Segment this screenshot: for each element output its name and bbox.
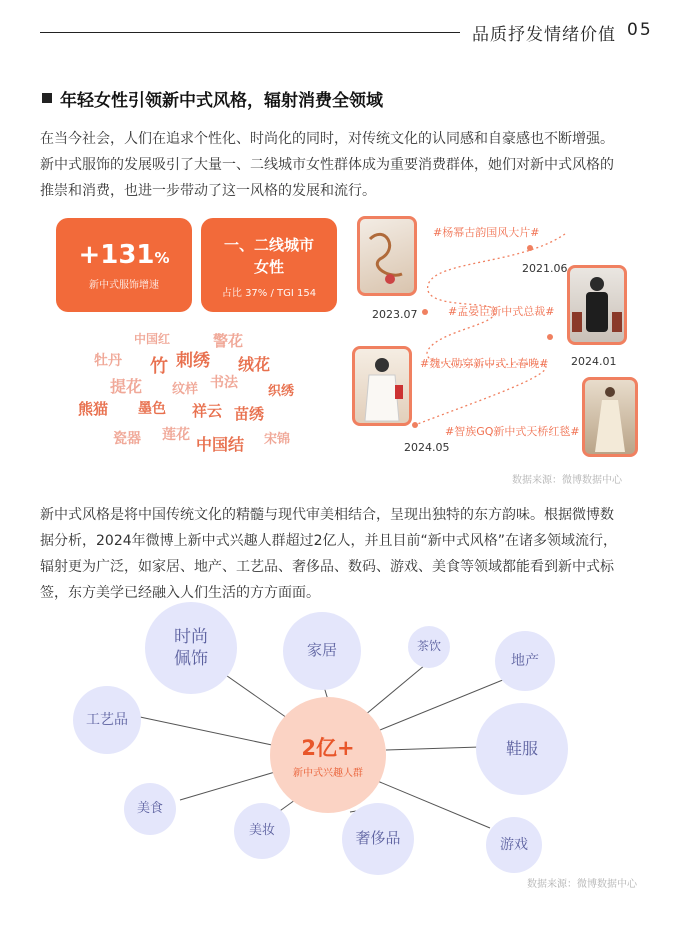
keyword-item: 苗绣 — [234, 405, 265, 423]
keyword-item: 提花 — [110, 377, 143, 396]
domain-bubble-apparel: 鞋服 — [476, 703, 568, 795]
timeline-date: 2023.07 — [372, 308, 418, 321]
header-title: 品质抒发情绪价值 — [472, 25, 616, 45]
growth-value: +131% — [78, 240, 170, 270]
domain-bubble-cosmetics: 美妆 — [234, 803, 290, 859]
timeline-tag: #杨幂古韵国风大片# — [433, 226, 540, 239]
keyword-item: 中国红 — [134, 332, 171, 346]
timeline-tag: #智族GQ新中式天桥红毯# — [445, 425, 580, 438]
audience-stat-card — [201, 218, 337, 312]
growth-label: 新中式服饰增速 — [89, 280, 159, 291]
photo-meng-yanchen — [567, 265, 627, 345]
timeline-dot — [547, 334, 553, 340]
analysis-paragraph — [40, 502, 617, 606]
keyword-item: 书法 — [210, 375, 238, 391]
keyword-item: 祥云 — [192, 402, 223, 420]
header-rule — [40, 32, 460, 33]
timeline-dot — [412, 422, 418, 428]
data-source-note: 数据来源：微博数据中心 — [527, 879, 637, 890]
section-title: 年轻女性引领新中式风格，辐射消费全领域 — [60, 91, 383, 111]
growth-stat-card — [56, 218, 192, 312]
page-number: 05 — [627, 20, 653, 40]
timeline-date: 2024.05 — [404, 441, 450, 454]
domain-bubble-tea: 茶饮 — [408, 626, 450, 668]
hub-label: 新中式兴趣人群 — [293, 767, 363, 779]
timeline-date: 2021.06 — [522, 262, 568, 275]
domain-bubble-games: 游戏 — [486, 817, 542, 873]
domain-bubble-fashion: 时尚佩饰 — [145, 602, 237, 694]
domain-bubble-realestate: 地产 — [495, 631, 555, 691]
photo-wei-daxun — [352, 346, 412, 426]
keyword-item: 宋锦 — [264, 432, 291, 447]
keyword-item: 刺绣 — [176, 351, 210, 371]
keyword-item: 中国结 — [196, 435, 245, 454]
paragraph-line: 据分析，2024年微博上新中式兴趣人群超过2亿人，并且目前“新中式风格”在诸多领域流行， — [40, 533, 618, 549]
paragraph-line: 签，东方美学已经融入人们生活的方方面面。 — [40, 585, 320, 601]
audience-title: 一、二线城市 女性 — [223, 236, 314, 276]
keyword-item: 绒花 — [238, 355, 271, 374]
timeline-dot — [422, 309, 428, 315]
keyword-item: 莲花 — [162, 427, 190, 443]
keyword-item: 熊猫 — [78, 400, 109, 418]
domain-bubble-home: 家居 — [283, 612, 361, 690]
keyword-item: 警花 — [213, 332, 244, 350]
timeline-tag: #孟晏臣新中式总裁# — [448, 305, 555, 318]
paragraph-line: 辐射更为广泛，如家居、地产、工艺品、奢侈品、数码、游戏、美食等领域都能看到新中式标 — [40, 559, 614, 575]
paragraph-line: 推崇和消费，也进一步带动了这一风格的发展和流行。 — [40, 183, 376, 199]
domain-bubble-food: 美食 — [124, 783, 176, 835]
timeline-tag: #魏大勋穿新中式上春晚# — [420, 357, 549, 370]
intro-paragraph — [40, 126, 614, 204]
keyword-item: 牡丹 — [94, 353, 122, 369]
photo-yangmi — [357, 216, 417, 296]
timeline-dot — [527, 245, 533, 251]
keyword-item: 纹样 — [172, 382, 199, 397]
paragraph-line: 在当今社会，人们在追求个性化、时尚化的同时，对传统文化的认同感和自豪感也不断增强。 — [40, 131, 614, 147]
audience-share-label: 占比 37% / TGI 154 — [221, 288, 317, 299]
photo-gq-runway — [582, 377, 638, 457]
domain-bubble-luxury: 奢侈品 — [342, 803, 414, 875]
paragraph-line: 新中式风格是将中国传统文化的精髓与现代审美相结合，呈现出独特的东方韵味。根据微博数 — [40, 507, 614, 523]
data-source-note: 数据来源：微博数据中心 — [512, 475, 622, 486]
paragraph-line: 新中式服饰的发展吸引了大量一、二线城市女性群体成为重要消费群体，她们对新中式风格的 — [40, 157, 614, 173]
square-bullet-icon — [42, 93, 52, 103]
keyword-item: 墨色 — [138, 401, 166, 417]
hub-bubble — [270, 697, 386, 813]
timeline-date: 2024.01 — [571, 355, 617, 368]
hub-value: 2亿+ — [301, 735, 355, 760]
keyword-item: 织绣 — [268, 384, 295, 399]
domain-bubble-crafts: 工艺品 — [73, 686, 141, 754]
keyword-item: 瓷器 — [113, 431, 141, 447]
keyword-item: 竹 — [150, 356, 168, 377]
